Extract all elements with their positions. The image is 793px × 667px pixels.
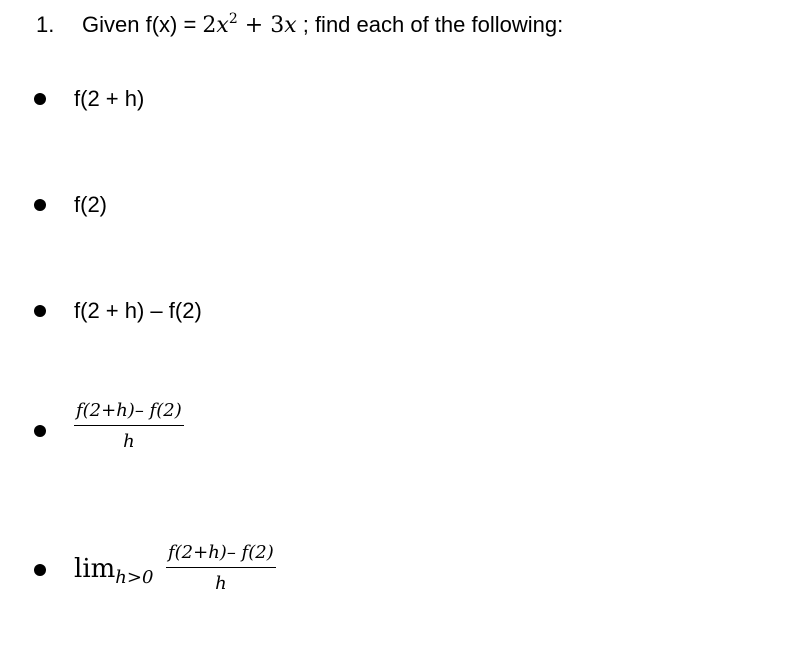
bullet-icon	[34, 93, 46, 105]
item-expression: f(2 + h)	[74, 86, 145, 111]
limit-operator: lim	[74, 554, 116, 584]
function-coefficient-2: 3	[270, 13, 285, 38]
fraction-denominator: h	[215, 573, 227, 594]
bullet-icon	[34, 305, 46, 317]
function-variable-1: x	[216, 13, 229, 38]
fraction-numerator: f(2+h)– f(2)	[166, 542, 276, 568]
item-expression: f(2 + h) – f(2)	[74, 298, 202, 323]
bullet-icon	[34, 564, 46, 576]
limit-subscript: h>0	[115, 567, 154, 588]
item-expression: f(2)	[74, 192, 107, 217]
question-prefix: Given f(x) =	[82, 12, 203, 37]
function-exponent: 2	[228, 11, 238, 27]
limit-fraction	[166, 542, 276, 595]
function-plus: +	[237, 13, 271, 38]
question-heading	[36, 10, 563, 41]
difference-quotient-fraction	[74, 400, 184, 453]
fraction-numerator: f(2+h)– f(2)	[74, 400, 184, 426]
question-suffix: ; find each of the following:	[296, 12, 564, 37]
bullet-icon	[34, 425, 46, 437]
limit-expression	[74, 554, 154, 588]
fraction-denominator: h	[123, 431, 135, 452]
function-variable-2: x	[284, 13, 297, 38]
function-coefficient-1: 2	[202, 13, 217, 38]
bullet-icon	[34, 199, 46, 211]
question-number: 1.	[36, 12, 55, 37]
